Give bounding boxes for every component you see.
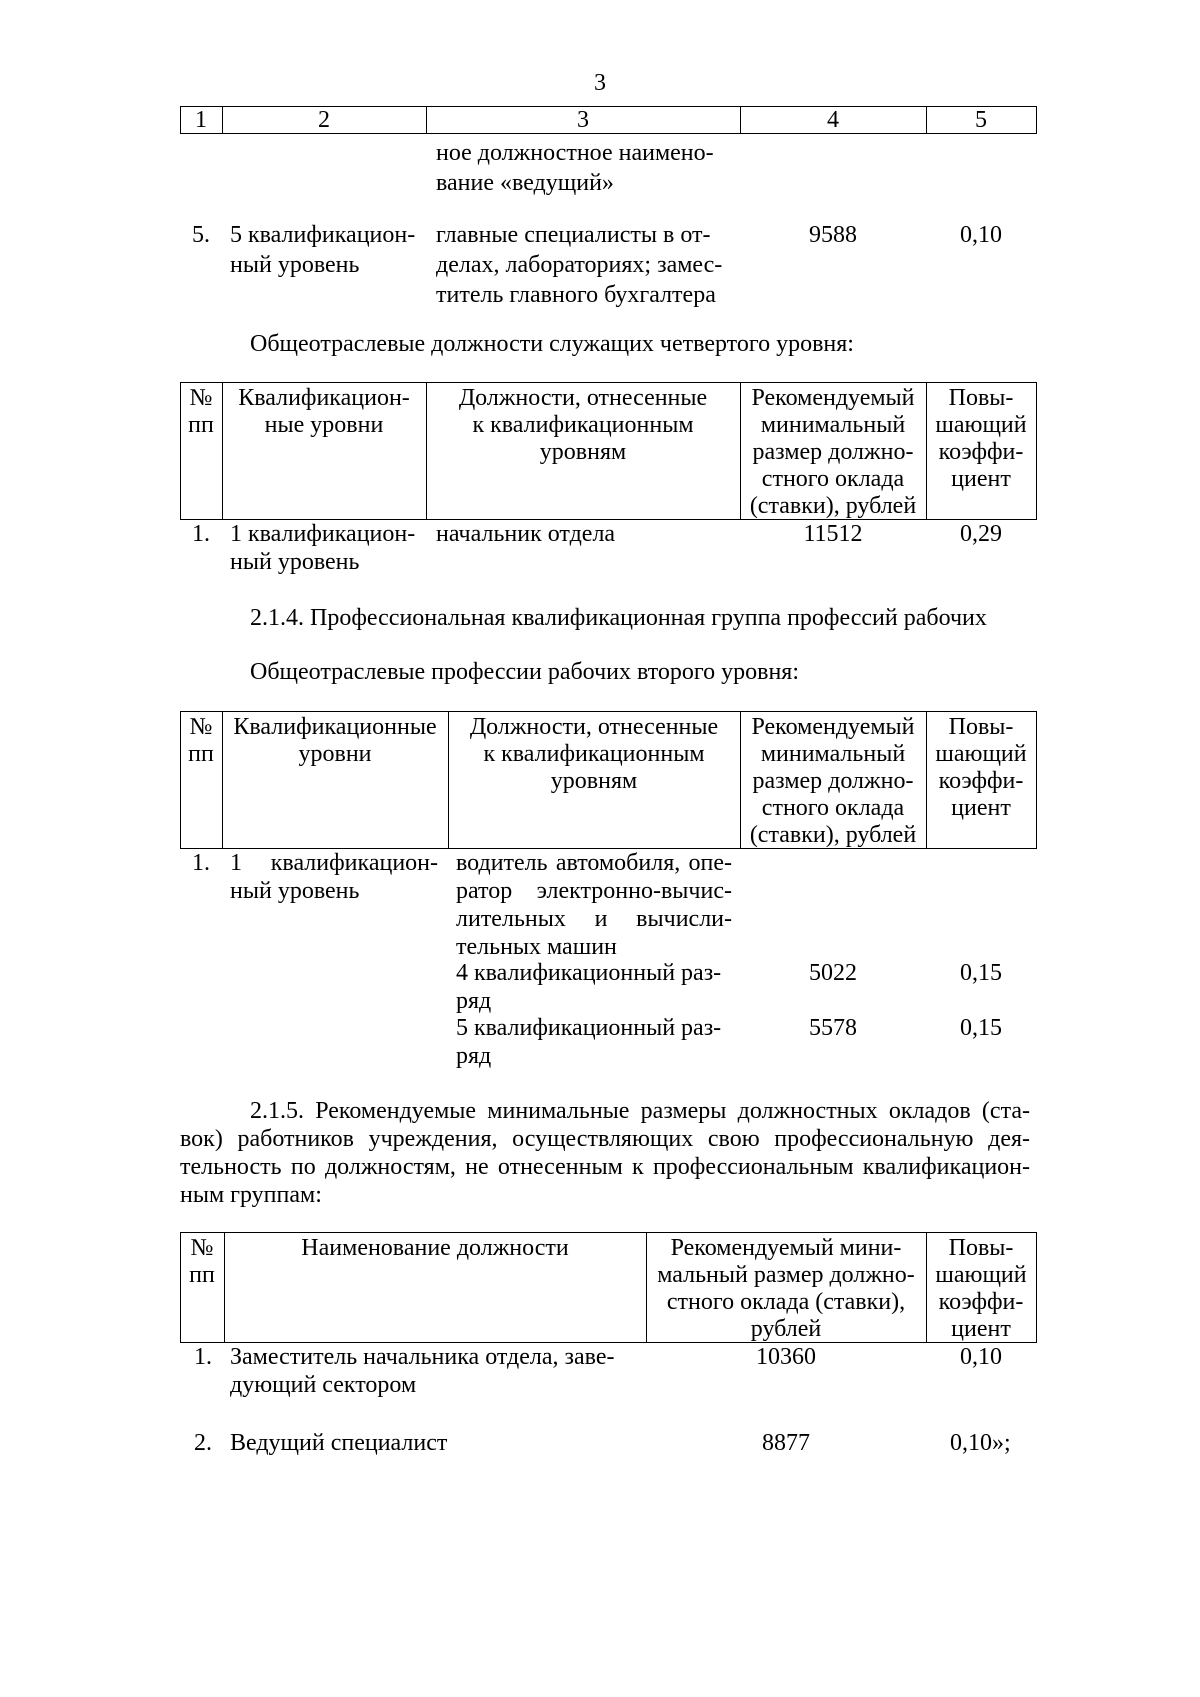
page-number: 3 [594, 70, 606, 96]
header-coefficient: Повы- шающий коэффи- циент [935, 714, 1027, 821]
position-name: Заместитель начальника отдела, заве- дующий сектором [230, 1344, 615, 1398]
coefficient-value: 0,29 [960, 521, 1002, 547]
header-number: № пп [188, 385, 214, 438]
column-number-3: 3 [577, 107, 589, 133]
column-number-4: 4 [827, 107, 839, 133]
coefficient-value: 0,10»; [950, 1430, 1011, 1456]
salary-value: 11512 [803, 521, 863, 547]
continued-position-text: ное должностное наимено- вание «ведущий» [436, 140, 714, 196]
column-number-1: 1 [195, 107, 207, 133]
row-number: 1. [192, 850, 210, 876]
paragraph-line: 2.1.5. Рекомендуемые минимальные размеры должностных окладов (ста- [250, 1098, 1030, 1124]
paragraph-line: тельность по должностям, не отнесенным к профессиональным квалификацион- [180, 1154, 1030, 1180]
coefficient-value: 0,10 [960, 1344, 1002, 1370]
position-line: тельных машин [456, 934, 617, 960]
grade-4-salary: 5022 [809, 960, 857, 986]
header-salary: Рекомендуемый мини- мальный размер должно- стного оклада (ставки), рублей [657, 1235, 915, 1342]
header-qualification-levels: Квалификацион- ные уровни [238, 385, 410, 438]
section-heading-2-1-4: 2.1.4. Профессиональная квалификационная группа профессий рабочих [250, 605, 987, 631]
salary-value: 8877 [762, 1430, 810, 1456]
position-name: Ведущий специалист [230, 1430, 448, 1456]
position-line: ратор электронно-вычис- [456, 878, 732, 904]
row-number: 1. [194, 1344, 212, 1370]
qualification-level-rest: ный уровень [230, 878, 360, 904]
coefficient-value: 0,10 [960, 222, 1002, 248]
header-number: № пп [188, 714, 214, 767]
qualification-level: 1 квалификацион- ный уровень [230, 521, 416, 575]
header-number: № пп [189, 1235, 215, 1288]
salary-value: 9588 [809, 222, 857, 248]
position-line: лительных и вычисли- [456, 906, 732, 932]
grade-4-label: 4 квалификационный раз- ряд [456, 960, 722, 1014]
grade-4-coefficient: 0,15 [960, 960, 1002, 986]
header-salary: Рекомендуемый минимальный размер должно- стного оклада (ставки), рублей [749, 385, 917, 519]
header-position-name: Наименование должности [301, 1235, 569, 1261]
positions-text: начальник отдела [436, 521, 616, 547]
qualification-level: 5 квалификацион- ный уровень [230, 222, 416, 278]
header-salary: Рекомендуемый минимальный размер должно- стного оклада (ставки), рублей [749, 714, 917, 848]
grade-5-coefficient: 0,15 [960, 1015, 1002, 1041]
section-heading-workers-level2: Общеотраслевые профессии рабочих второго уровня: [250, 659, 800, 685]
column-number-2: 2 [318, 107, 330, 133]
row-number: 2. [194, 1430, 212, 1456]
paragraph-line: вок) работников учреждения, осуществляющих свою профессиональную дея- [180, 1126, 1030, 1152]
header-qualification-levels: Квалификационные уровни [233, 714, 437, 767]
paragraph-line: ным группам: [180, 1182, 322, 1208]
qualification-level-number: 1 [230, 850, 242, 876]
row-number: 1. [192, 521, 210, 547]
header-positions: Должности, отнесенные к квалификационным уровням [458, 385, 708, 465]
column-number-5: 5 [975, 107, 987, 133]
row-number: 5. [192, 222, 210, 248]
header-coefficient: Повы- шающий коэффи- циент [935, 1235, 1027, 1342]
header-positions: Должности, отнесенные к квалификационным уровням [469, 714, 719, 794]
qualification-level-word: квалификацион- [270, 850, 438, 876]
position-line: водитель автомобиля, опе- [456, 850, 732, 876]
grade-5-salary: 5578 [809, 1015, 857, 1041]
header-coefficient: Повы- шающий коэффи- циент [935, 385, 1027, 492]
positions-text: главные специалисты в от- делах, лабораториях; замес- титель главного бухгалтера [436, 222, 723, 308]
section-heading-employees-level4: Общеотраслевые должности служащих четвертого уровня: [250, 331, 854, 357]
grade-5-label: 5 квалификационный раз- ряд [456, 1015, 722, 1069]
salary-value: 10360 [756, 1344, 816, 1370]
